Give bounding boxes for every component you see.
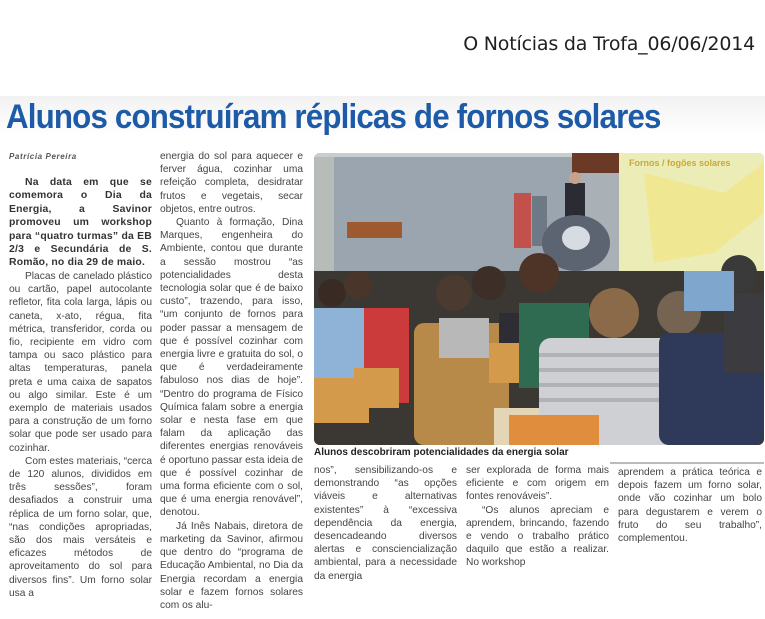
article-column-5 — [618, 466, 762, 545]
paragraph: energia do sol para aquecer e ferver água, cozinhar uma refeição completa, desidratar frutos e vegetais, secar objetos, entre outros. — [160, 151, 303, 215]
paragraph: Já Inês Nabais, diretora de marketing da Savinor, afirmou que dentro do “programa de Educação Ambiental, no Dia da Energia recordam a energia solar e fazem fornos solares com os alu- — [160, 520, 303, 611]
classroom-photo-illustration — [314, 153, 764, 445]
paragraph: nos”, sensibilizando-os e demonstrando “as opções viáveis e alternativas existentes” à “excessiva dependência da energia, desencadeando diversos alertas e consciencialização ambiental, para a necessidade da energia — [314, 465, 457, 582]
paragraph: ser explorada de forma mais eficiente e com origem em fontes renováveis”. — [466, 465, 609, 503]
article-column-1 — [9, 270, 152, 600]
paragraph: Com estes materiais, “cerca de 120 alunos, divididos em três sessões”, foram desafiados a construir uma réplica de um forno solar, que, “nas condições apropriadas, são dos mais versáteis e eficazes métodos de aproveitamento do sol para diversos fins”. Um forno solar usa a — [9, 455, 152, 599]
paragraph: Quanto à formação, Dina Marques, engenheira do Ambiente, contou que durante a sessão mostrou “as potencialidades desta tecnologia solar que é de baixo custo”, trazendo, para isso, “um conjunto de fornos para poder passar a mensagem de que é possível cozinhar com energia livre e gratuita do sol, o que é verdadeiramente fabuloso nos dias de hoje”. “Dentro do programa de Físico Química falam sobre a energia solar e nesta fase em que falam da aplicação das diferentes energias renováveis é oportuno passar esta ideia de que é possível cozinhar de uma forma eficiente com o sol, que é uma energia renovável”, denotou. — [160, 217, 303, 519]
article-column-4 — [466, 464, 609, 570]
article-lead — [9, 176, 152, 270]
article-headline: Alunos construíram réplicas de fornos solares — [6, 98, 661, 136]
article-column-2 — [160, 150, 303, 612]
caption-divider — [610, 462, 764, 464]
article-column-3 — [314, 464, 457, 583]
lead-paragraph: Na data em que se comemora o Dia da Energia, a Savinor promoveu um workshop para “quatro turmas” da EB 2/3 e Secundária de S. Romão, no dia 29 de maio. — [9, 177, 152, 269]
paragraph: aprendem a prática teórica e depois fazem um forno solar, onde vão cozinhar um bolo para degustarem e verem o fruto do seu trabalho”, complementou. — [618, 467, 762, 545]
paragraph: Placas de canelado plástico ou cartão, papel autocolante refletor, fita cola larga, lápis ou caneta, x-ato, régua, fita métrica, transferidor, corda ou fio, recipiente em vidro com tampa ou saco plástico para altas temperaturas, panela preta e uma caixa de sapatos ou algo similar. Este é um exemplo de materiais usados para a construção de um forno solar que pode ser usado para cozinhar. — [9, 271, 152, 454]
slide-title: Fornos / fogões solares — [629, 158, 731, 168]
newspaper-source-label: O Notícias da Trofa_06/06/2014 — [463, 33, 755, 55]
article-byline: Patrícia Pereira — [9, 152, 77, 161]
photo-caption: Alunos descobriram potencialidades da energia solar — [314, 447, 569, 458]
paragraph: “Os alunos apreciam e aprendem, brincando, fazendo e vendo o trabalho prático daquilo que estão a realizar. No workshop — [466, 504, 609, 569]
article-photo — [314, 153, 764, 445]
